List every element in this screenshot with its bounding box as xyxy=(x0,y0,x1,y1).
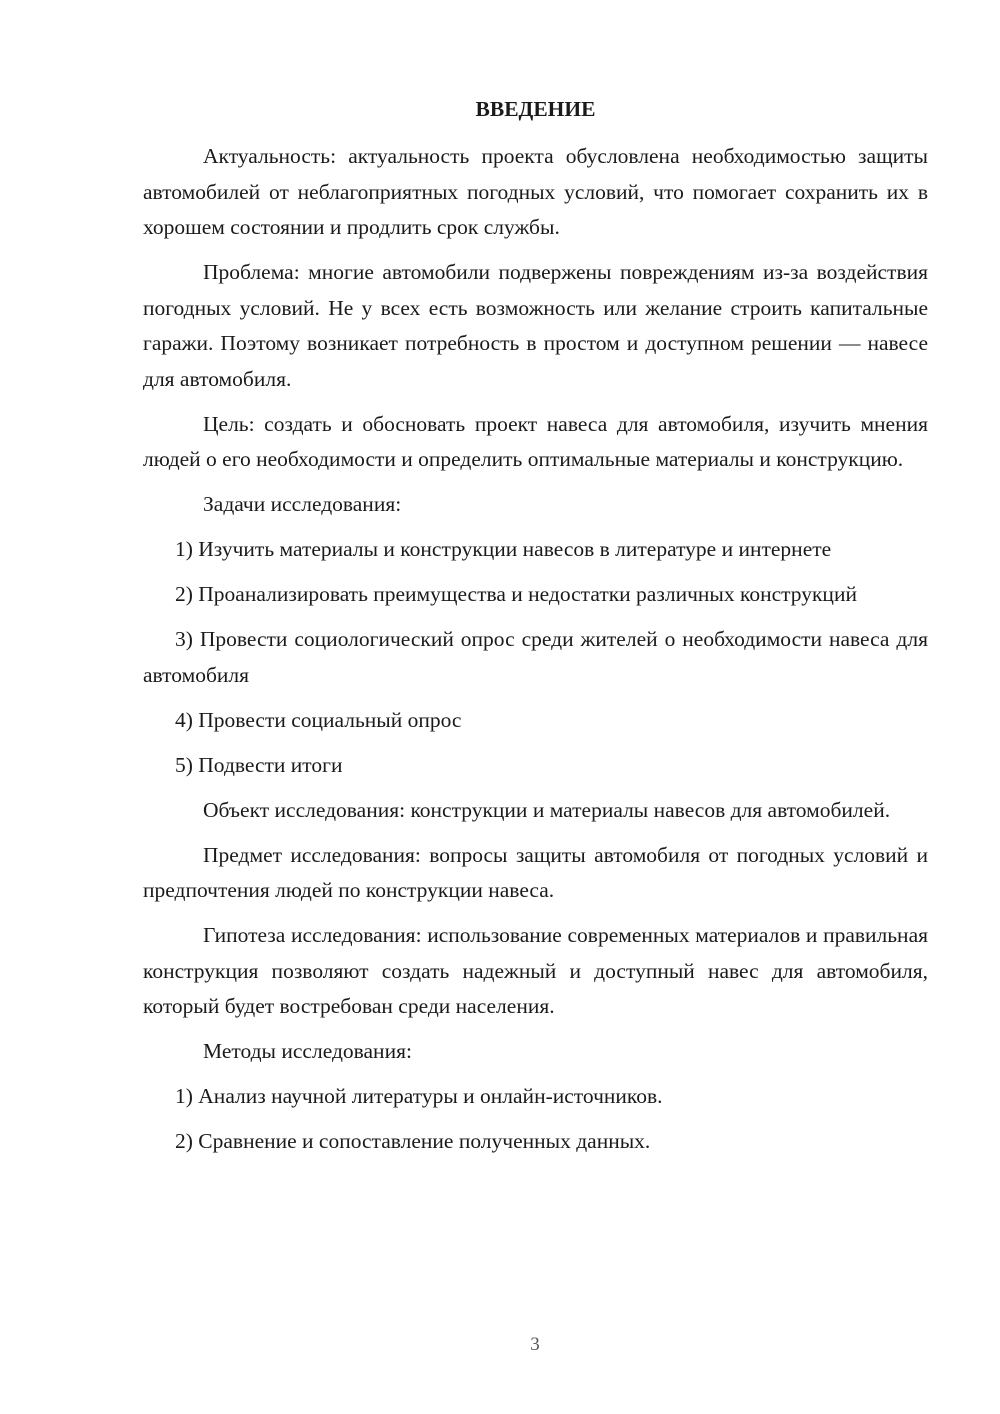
paragraph-subject: Предмет исследования: вопросы защиты автомобиля от погодных условий и предпочтения людей по конструкции навеса. xyxy=(143,842,928,902)
task-item-1: 1) Изучить материалы и конструкции навесов в литературе и интернете xyxy=(175,537,832,561)
task-item-4: 4) Провести социальный опрос xyxy=(175,707,462,732)
method-item-1: 1) Анализ научной литературы и онлайн-источников. xyxy=(175,1084,663,1108)
paragraph-methods-heading: Методы исследования: xyxy=(203,1039,412,1063)
task-item-3: 3) Провести социологический опрос среди жителей о необходимости навеса для автомобиля xyxy=(143,627,928,687)
section-title: ВВЕДЕНИЕ xyxy=(475,97,596,121)
paragraph-tasks-heading: Задачи исследования: xyxy=(203,492,402,516)
paragraph-object: Объект исследования: конструкции и материалы навесов для автомобилей. xyxy=(203,797,891,822)
paragraph-hypothesis: Гипотеза исследования: использование современных материалов и правильная конструкция позволяют создать надежный и доступный навес для автомобиля, который будет востребован среди населения. xyxy=(143,923,928,1018)
document-page xyxy=(143,92,928,1169)
task-item-5: 5) Подвести итоги xyxy=(175,752,343,777)
paragraph-problem: Проблема: многие автомобили подвержены повреждениям из-за воздействия погодных условий. Не у всех есть возможность или желание строить капитальные гаражи. Поэтому возникает потребность в простом и доступном решении — навесе для автомобиля. xyxy=(143,260,928,391)
paragraph-goal: Цель: создать и обосновать проект навеса для автомобиля, изучить мнения людей о его необходимости и определить оптимальные материалы и конструкцию. xyxy=(143,411,928,471)
method-item-2: 2) Сравнение и сопоставление полученных данных. xyxy=(175,1129,651,1153)
task-item-2: 2) Проанализировать преимущества и недостатки различных конструкций xyxy=(175,582,857,606)
page-number: 3 xyxy=(530,1334,540,1355)
paragraph-relevance: Актуальность: актуальность проекта обусловлена необходимостью защиты автомобилей от неблагоприятных погодных условий, что помогает сохранить их в хорошем состоянии и продлить срок службы. xyxy=(143,144,928,239)
